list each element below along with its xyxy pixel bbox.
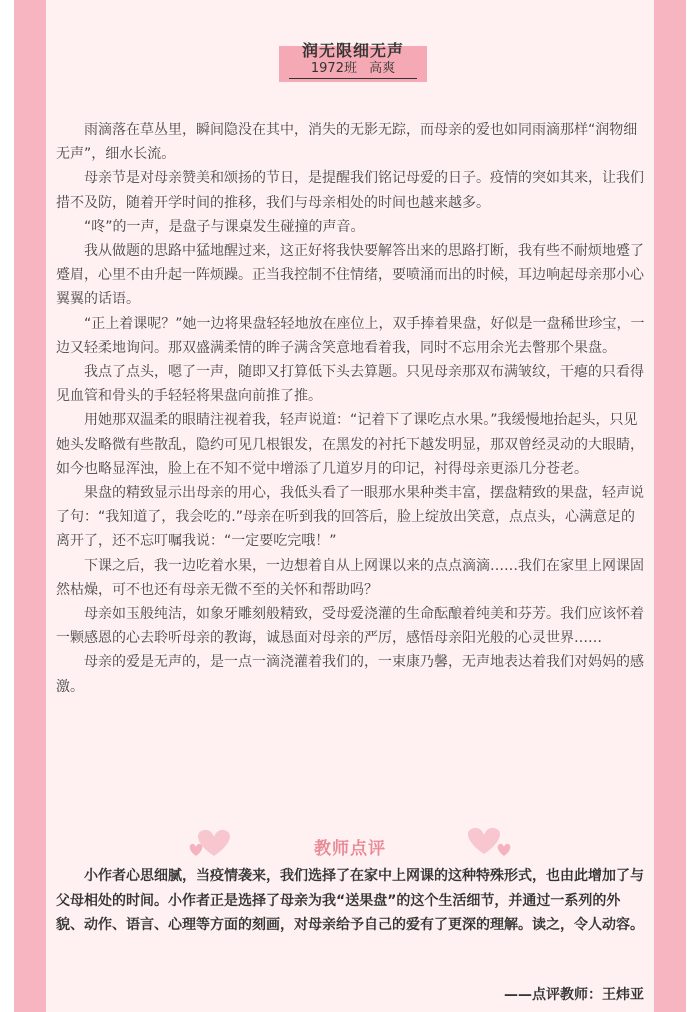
class-label: 1972班 xyxy=(310,61,357,76)
hearts-right-icon xyxy=(460,826,516,860)
article-paragraph: “咚”的一声，是盘子与课桌发生碰撞的声音。 xyxy=(84,218,365,235)
page-title: 润无限细无声 xyxy=(301,41,404,60)
article-body xyxy=(56,118,645,699)
author-underline xyxy=(289,78,417,79)
article-paragraph: 下课之后，我一边吃着水果，一边想着自从上网课以来的点点滴滴……我们在家里上网课固然枯燥，可不也还有母亲无微不至的关怀和帮助吗？ xyxy=(56,557,644,598)
article-paragraph: 用她那双温柔的眼睛注视着我，轻声说道：“记着下了课吃点水果。”我缓慢地抬起头，只见她头发略微有些散乱，隐约可见几根银发，在黑发的衬托下越发明显，那双曾经灵动的大眼睛，如今也略显浑浊，脸上在不知不觉中增添了几道岁月的印记，衬得母亲更添几分苍老。 xyxy=(56,412,644,477)
comment-title: 教师点评 xyxy=(314,839,386,859)
author-line xyxy=(279,60,427,78)
hearts-left-icon xyxy=(186,826,242,860)
article-paragraph: 果盘的精致显示出母亲的用心，我低头看了一眼那水果种类丰富，摆盘精致的果盘，轻声说了句：“我知道了，我会吃的.”母亲在听到我的回答后，脸上绽放出笑意，点点头，心满意足的离开了，还不忘叮嘱我说：“一定要吃完哦！” xyxy=(56,485,644,550)
comment-signature: ——点评教师：王炜亚 xyxy=(504,987,644,1003)
author-name: 高爽 xyxy=(369,61,396,76)
article-paragraph: 雨滴落在草丛里，瞬间隐没在其中，消失的无影无踪，而母亲的爱也如同雨滴那样“润物细无声”，细水长流。 xyxy=(56,122,638,163)
article-paragraph: “正上着课呢？”她一边将果盘轻轻地放在座位上，双手捧着果盘，好似是一盘稀世珍宝，一边又轻柔地询问。那双盛满柔情的眸子满含笑意地看着我，同时不忘用余光去瞥那个果盘。 xyxy=(56,315,645,356)
comment-text: 小作者心思细腻，当疫情袭来，我们选择了在家中上网课的这种特殊形式，也由此增加了与父母相处的时间。小作者正是选择了母亲为我“送果盘”的这个生活细节，并通过一系列的外貌、动作、语言、心理等方面的刻画，对母亲给予自己的爱有了更深的理解。读之，令人动容。 xyxy=(56,868,644,934)
comment-body xyxy=(56,864,645,938)
article-paragraph: 母亲如玉般纯洁，如象牙雕刻般精致，受母爱浇灌的生命酝酿着纯美和芬芳。我们应该怀着一颗感恩的心去聆听母亲的教诲，诚恳面对母亲的严厉，感悟母亲阳光般的心灵世界…… xyxy=(56,606,644,647)
title-block xyxy=(279,40,427,80)
article-paragraph: 我从做题的思路中猛地醒过来，这正好将我快要解答出来的思路打断，我有些不耐烦地蹙了蹙眉，心里不由升起一阵烦躁。正当我控制不住情绪，要喷涌而出的时候，耳边响起母亲那小心翼翼的话语。 xyxy=(56,243,644,308)
article-paragraph: 母亲节是对母亲赞美和颂扬的节日，是提醒我们铭记母爱的日子。疫情的突如其来，让我们措不及防，随着开学时间的推移，我们与母亲相处的时间也越来越多。 xyxy=(56,170,644,211)
article-paragraph: 我点了点头，嗯了一声，随即又打算低下头去算题。只见母亲那双布满皱纹，干瘪的只看得见血管和骨头的手轻轻将果盘向前推了推。 xyxy=(56,364,644,405)
comment-header xyxy=(0,826,700,866)
article-paragraph: 母亲的爱是无声的，是一点一滴浇灌着我们的，一束康乃馨，无声地表达着我们对妈妈的感激。 xyxy=(56,654,644,695)
